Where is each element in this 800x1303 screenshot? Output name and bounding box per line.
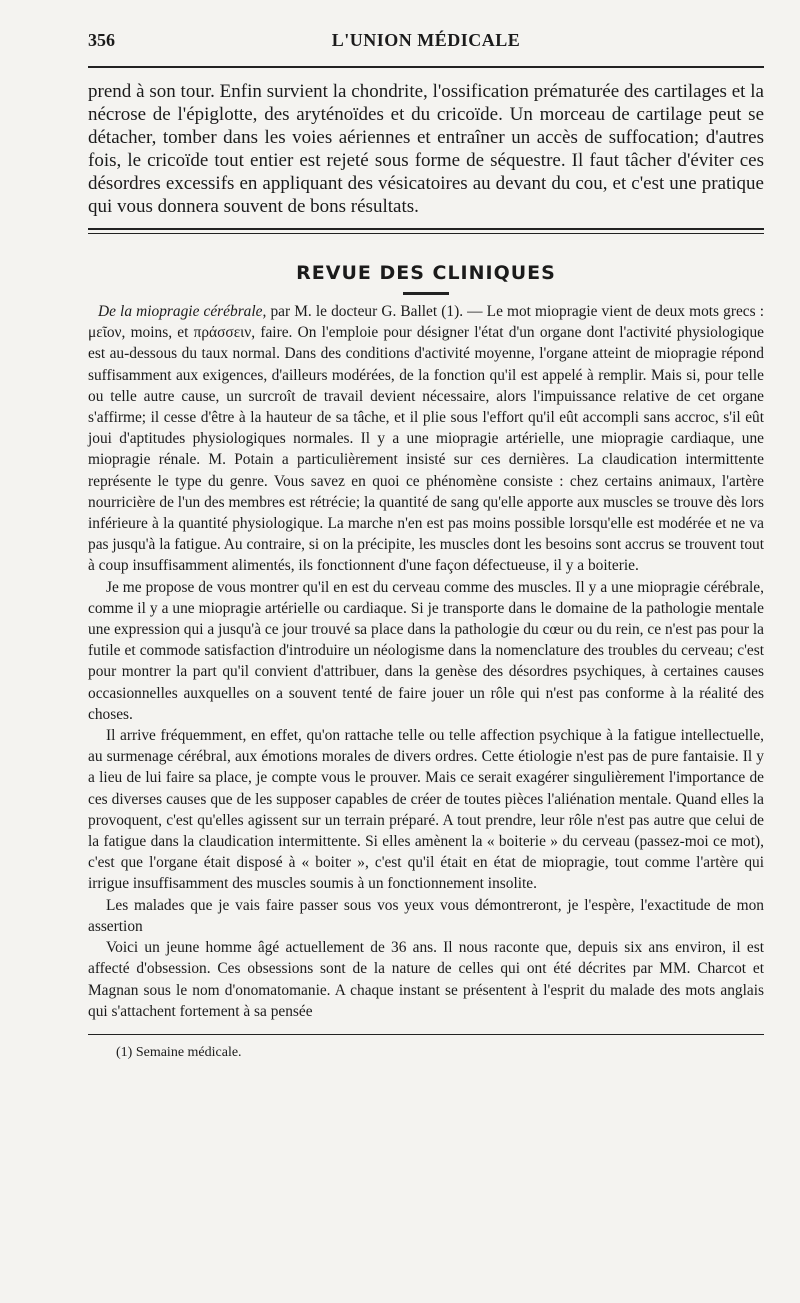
header-rule	[88, 66, 764, 68]
article-paragraph: Les malades que je vais faire passer sous vos yeux vous démontreront, je l'espère, l'exactitude de mon assertion	[88, 896, 764, 935]
article-paragraph: Voici un jeune homme âgé actuellement de 36 ans. Il nous raconte que, depuis six ans environ, il est affecté d'obsession. Ces obsessions sont de la nature de celles qui ont été décrites par MM. Charcot et Magnan sous le nom d'onomatomanie. A chaque instant se présentent à l'esprit du malade des mots anglais qui s'attachent fortement à sa pensée	[88, 939, 764, 1020]
footnote-rule	[88, 1034, 764, 1035]
article-opening-text: par M. le docteur G. Ballet (1). — Le mot miopragie vient de deux mots grecs : μεῖον, moins, et πράσσειν, faire. On l'emploie pour désigner l'état d'un organe dont l'activité physiologique est au-dessous du taux normal. Dans des conditions d'activité moyenne, l'organe atteint de miopragie répond suffisamment aux exigences, d'ailleurs modérées, de la fonction qu'il est appelé à remplir. Mais si, pour telle ou telle autre cause, un surcroît de travail devient nécessaire, alors l'impuissance relative de cet organe s'affirme; il cesse d'être à la hauteur de sa tâche, et il plie sous l'effort qu'il eût accompli sans accroc, s'il eût joui d'aptitudes physiologiques normales. Il y a une miopragie artérielle, une miopragie cardiaque, une miopragie rénale. M. Potain a particulièrement insisté sur ces dernières. La claudication intermittente représente le type du genre. Vous savez en quoi ce phénomène consiste : chez certains animaux, l'artère nourricière de l'un des membres est rétrécie; la quantité de sang qu'elle apporte aux muscles se trouve dès lors inférieure à la quantité physiologique. La marche n'en est pas moins possible lorsqu'elle est modérée et ne va pas jusqu'à la fatigue. Au contraire, si on la précipite, les muscles dont les besoins sont accrus se trouvent tout à coup insuffisamment alimentés, ils fonctionnent d'une façon défectueuse, il y a boiterie.	[88, 303, 765, 575]
running-header	[88, 30, 764, 60]
article-title: De la miopragie cérébrale,	[98, 303, 267, 320]
journal-title: L'UNION MÉDICALE	[331, 30, 521, 50]
intro-paragraph: prend à son tour. Enfin survient la chondrite, l'ossification prématurée des cartilages et la nécrose de l'épiglotte, des aryténoïdes et du cricoïde. Un morceau de cartilage peut se détacher, tomber dans les voies aériennes et entraîner un accès de suffocation; d'autres fois, le cricoïde tout entier est rejeté sous forme de séquestre. Il faut tâcher d'éviter ces désordres excessifs en appliquant des vésicatoires au devant du cou, et c'est une pratique qui vous donnera souvent de bons résultats.	[88, 81, 764, 217]
article-first-paragraph	[88, 301, 764, 577]
article-body	[88, 301, 764, 1022]
article-paragraph: Je me propose de vous montrer qu'il en est du cerveau comme des muscles. Il y a une miopragie cérébrale, comme il y a une miopragie artérielle ou cardiaque. Si je transporte dans le domaine de la pathologie mentale une expression qui a jusqu'à ce jour trouvé sa place dans la pathologie du cœur ou du rein, ce n'est pas pour la futile et commode satisfaction d'introduire un néologisme dans la nomenclature des troubles du cerveau; c'est pour montrer la part qu'il convient d'attribuer, dans la genèse des désordres psychiques, à certaines causes occasionnelles auxquelles on a souvent tenté de faire jouer un rôle qui n'est pas conforme à la réalité des choses.	[88, 578, 764, 723]
page-number: 356	[88, 30, 115, 50]
section-separator-top	[88, 228, 764, 230]
article-paragraph: Il arrive fréquemment, en effet, qu'on rattache telle ou telle affection psychique à la fatigue intellectuelle, au surmenage cérébral, aux émotions morales de divers ordres. Cette étiologie n'est pas de pure fantaisie. Il y a lieu de lui faire sa place, je compte vous le prouver. Mais ce serait exagérer singulièrement l'importance de ces diverses causes que de les supposer capables de créer de toutes pièces l'aliénation mentale. Quand elles la provoquent, c'est qu'elles agissent sur un terrain préparé. A tout prendre, leur rôle n'est pas autre que celui de la fatigue dans la claudication intermittente. Si elles amènent la « boiterie » du cerveau (passez-moi ce mot), c'est que l'organe était disposé à « boiter », c'est qu'il était en état de miopragie, tout comme l'artère qui irrigue insuffisamment des muscles soumis à un fonctionnement insolite.	[88, 727, 764, 893]
document-page	[88, 30, 764, 1061]
footnote: (1) Semaine médicale.	[116, 1044, 242, 1060]
section-separator-bottom	[88, 233, 764, 234]
section-title: REVUE DES CLINIQUES	[296, 262, 556, 284]
section-title-rule	[403, 292, 449, 295]
